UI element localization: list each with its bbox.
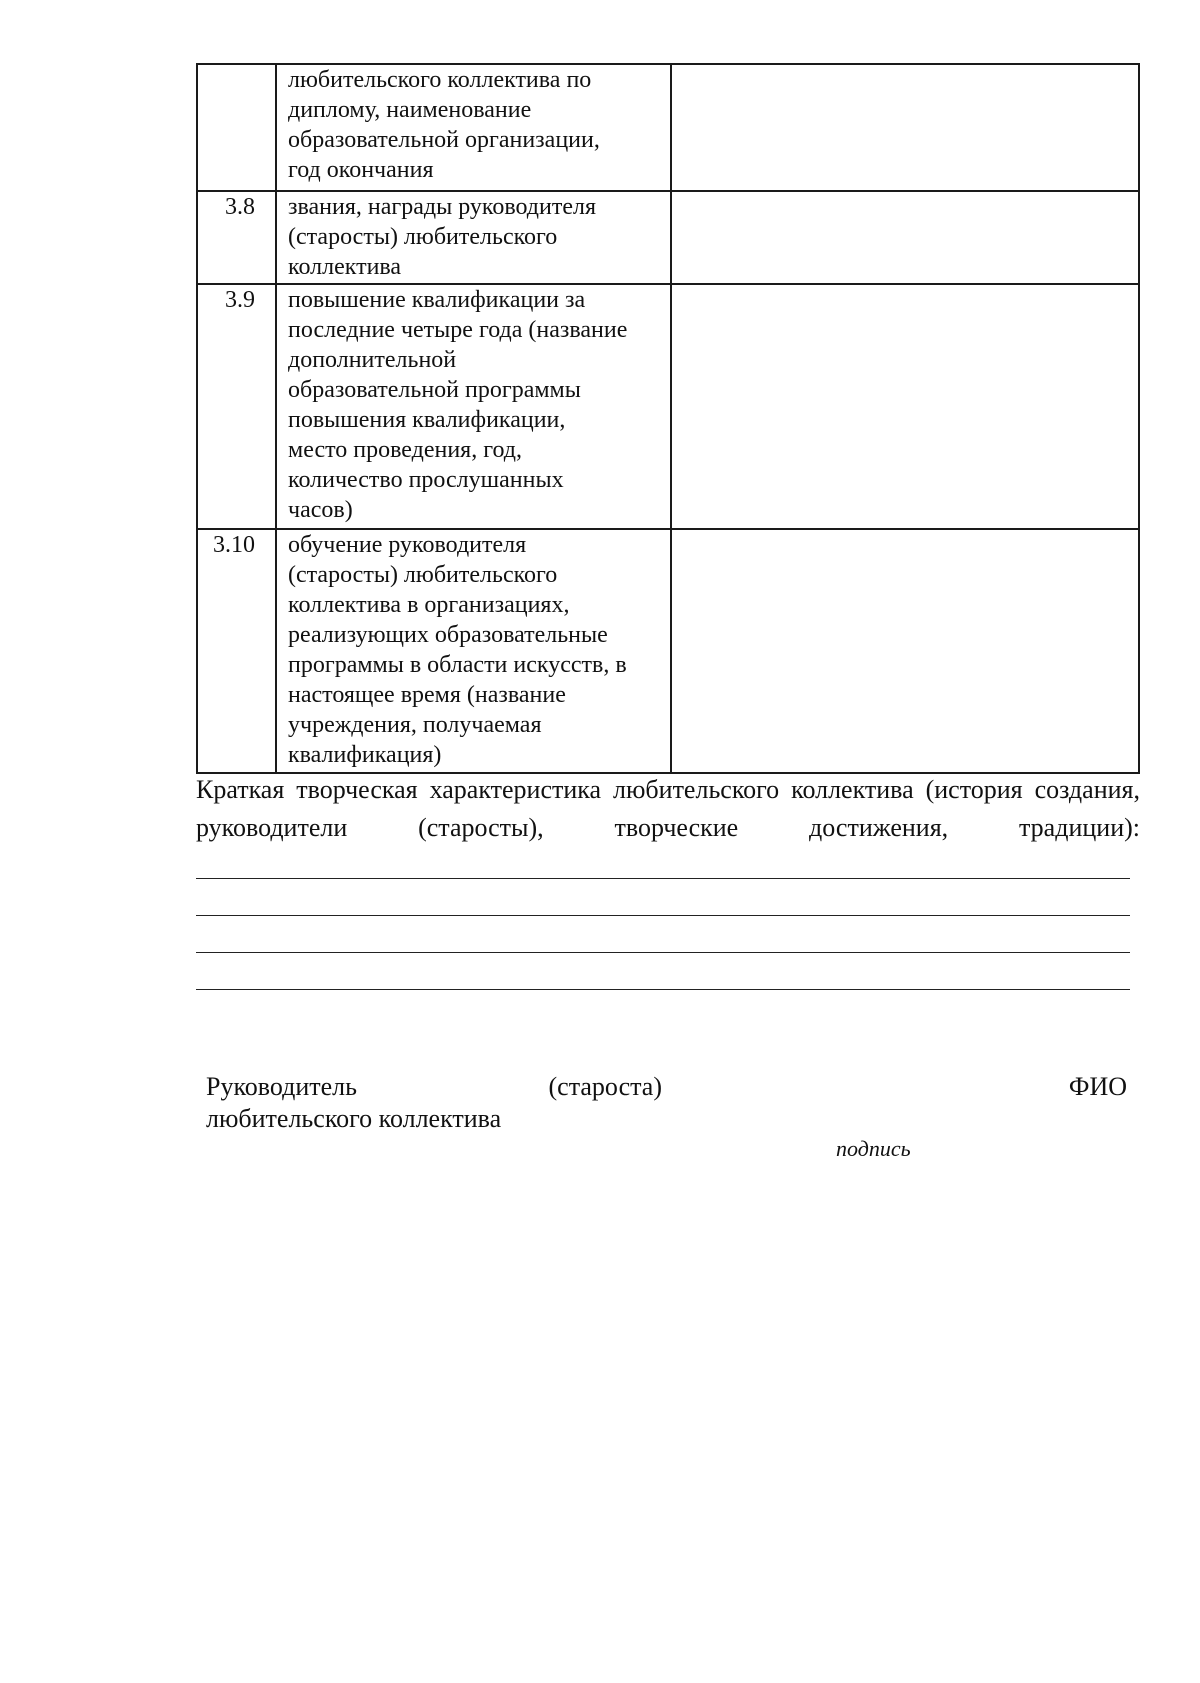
row-label: звания, награды руководителя (старосты) любительского коллектива	[288, 194, 597, 280]
row-number-cell	[197, 529, 276, 773]
row-label-cell	[276, 64, 671, 191]
answer-line-4[interactable]	[196, 989, 1130, 990]
signature-caption: подпись	[836, 1136, 911, 1161]
row-value-field[interactable]	[671, 284, 1139, 529]
row-label-cell	[276, 529, 671, 773]
row-label-cell	[276, 191, 671, 284]
creative-description-prompt: Краткая творческая характеристика любительского коллектива (история создания, руководители (старосты), творческие достижения, традиции):	[196, 775, 1140, 842]
answer-line-2[interactable]	[196, 915, 1130, 916]
row-number-cell	[197, 191, 276, 284]
row-value-field[interactable]	[671, 191, 1139, 284]
answer-line-3[interactable]	[196, 952, 1130, 953]
row-label: обучение руководителя (старосты) любительского коллектива в организациях, реализующих образовательные программы в области искусств, в настоящее время (название учреждения, получаемая квалификация)	[288, 532, 627, 768]
row-label: повышение квалификации за последние четыре года (название дополнительной образовательной программы повышения квалификации, место проведения, год, количество прослушанных часов)	[288, 287, 628, 523]
signatory-role-line2: любительского коллектива	[206, 1104, 502, 1133]
table-row	[197, 529, 1139, 773]
table-row	[197, 284, 1139, 529]
row-label: любительского коллектива по диплому, наименование образовательной организации, год окончания	[288, 67, 600, 183]
row-number-cell	[197, 284, 276, 529]
row-number: 3.9	[225, 287, 255, 313]
row-number: 3.10	[213, 532, 255, 558]
signatory-role-line1: Руководитель (староста)	[206, 1072, 662, 1101]
row-number: 3.8	[225, 194, 255, 220]
application-form-table	[196, 63, 1140, 774]
row-label-cell	[276, 284, 671, 529]
table-row	[197, 64, 1139, 191]
answer-line-1[interactable]	[196, 878, 1130, 879]
row-value-field[interactable]	[671, 529, 1139, 773]
fio-label: ФИО	[1068, 1072, 1127, 1101]
row-number-cell	[197, 64, 276, 191]
row-value-field[interactable]	[671, 64, 1139, 191]
table-row	[197, 191, 1139, 284]
